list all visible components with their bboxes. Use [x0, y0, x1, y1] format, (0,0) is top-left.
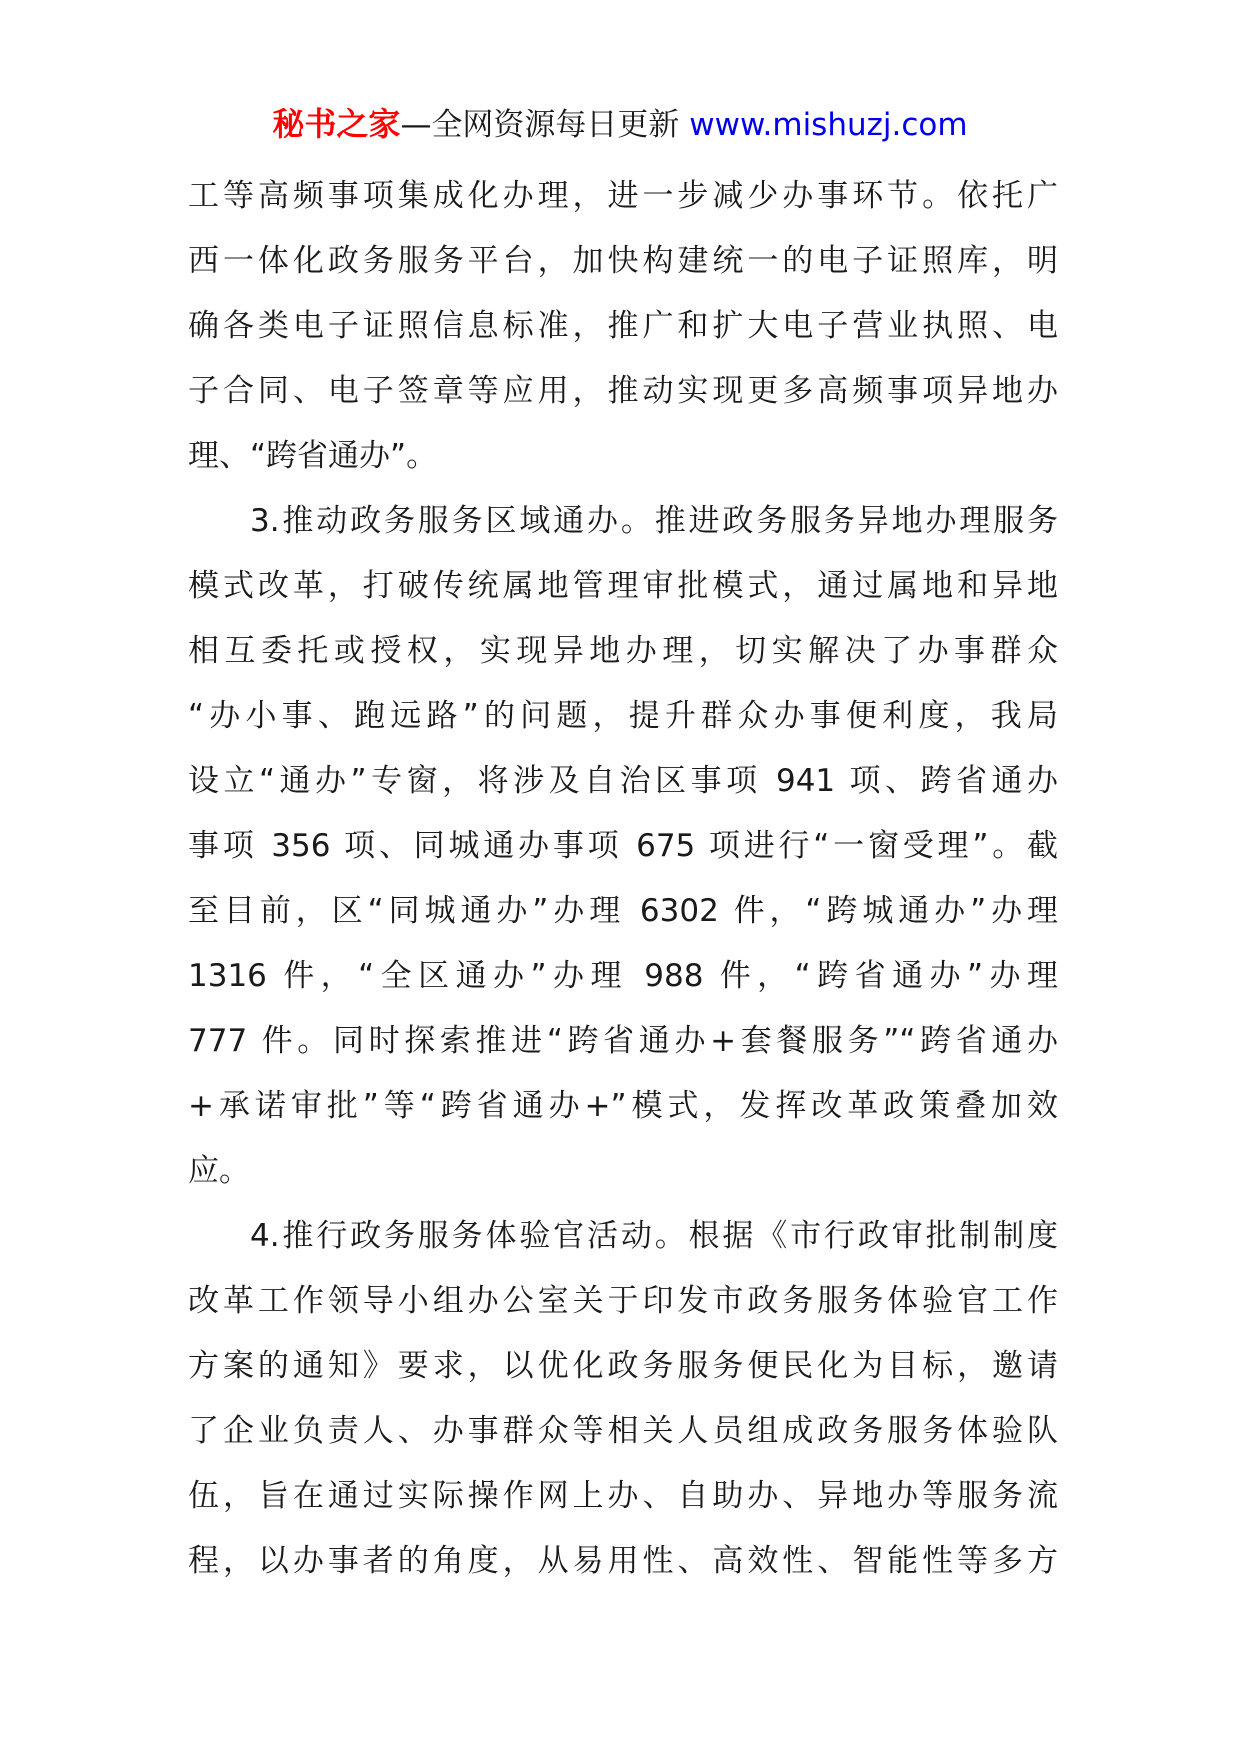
- text-line: 方案的通知》要求，以优化政务服务便民化为目标，邀请: [188, 1348, 1058, 1384]
- text-line: 了企业负责人、办事群众等相关人员组成政务服务体验队: [188, 1413, 1058, 1449]
- text-line: 伍，旨在通过实际操作网上办、自助办、异地办等服务流: [188, 1478, 1058, 1514]
- text-line: 至目前，区“同城通办”办理 6302 件，“跨城通办”办理: [188, 893, 1058, 929]
- section-4-heading-line: 4.推行政务服务体验官活动。根据《市行政审批制制度: [250, 1218, 1058, 1254]
- header-url-link[interactable]: www.mishuzj.com: [689, 107, 968, 143]
- text-line: 子合同、电子签章等应用，推动实现更多高频事项异地办: [188, 373, 1058, 409]
- brand-name: 秘书之家: [272, 105, 401, 143]
- text-line: 模式改革，打破传统属地管理审批模式，通过属地和异地: [188, 568, 1058, 604]
- text-line: 西一体化政务服务平台，加快构建统一的电子证照库，明: [188, 243, 1058, 279]
- text-line: +承诺审批”等“跨省通办+”模式，发挥改革政策叠加效: [188, 1088, 1058, 1124]
- text-line: 应。: [188, 1153, 250, 1189]
- text-line: 改革工作领导小组办公室关于印发市政务服务体验官工作: [188, 1283, 1058, 1319]
- text-line: 事项 356 项、同城通办事项 675 项进行“一窗受理”。截: [188, 828, 1058, 864]
- text-line: 设立“通办”专窗，将涉及自治区事项 941 项、跨省通办: [188, 763, 1058, 799]
- text-line: 相互委托或授权，实现异地办理，切实解决了办事群众: [188, 633, 1058, 669]
- text-line: 确各类电子证照信息标准，推广和扩大电子营业执照、电: [188, 308, 1058, 344]
- document-body: [188, 164, 1058, 1594]
- page-header: [0, 102, 1240, 147]
- text-line: 理、“跨省通办”。: [188, 438, 438, 474]
- section-3-heading-line: 3.推动政务服务区域通办。推进政务服务异地办理服务: [250, 503, 1058, 539]
- text-line: “办小事、跑远路”的问题，提升群众办事便利度，我局: [188, 698, 1058, 734]
- text-line: 工等高频事项集成化办理，进一步减少办事环节。依托广: [188, 178, 1058, 214]
- text-line: 777 件。同时探索推进“跨省通办+套餐服务”“跨省通办: [188, 1023, 1058, 1059]
- text-line: 程，以办事者的角度，从易用性、高效性、智能性等多方: [188, 1543, 1058, 1579]
- text-line: 1316 件，“全区通办”办理 988 件，“跨省通办”办理: [188, 958, 1058, 994]
- header-slogan: —全网资源每日更新: [400, 107, 680, 143]
